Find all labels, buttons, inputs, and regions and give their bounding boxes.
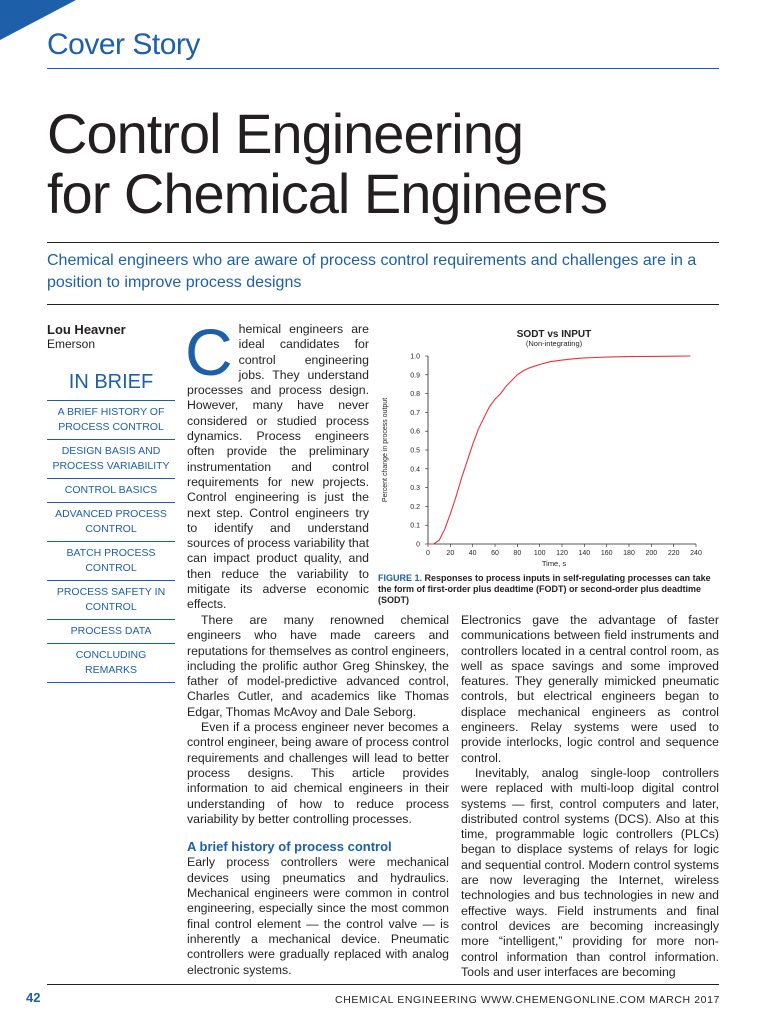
section-heading: A brief history of process control bbox=[187, 839, 392, 855]
body-column-2 bbox=[461, 613, 719, 980]
x-tick-label: 80 bbox=[513, 550, 522, 557]
in-brief-item[interactable]: CONTROL BASICS bbox=[47, 478, 175, 502]
y-tick-label: 0.2 bbox=[410, 503, 420, 511]
in-brief-item[interactable]: PROCESS DATA bbox=[47, 619, 175, 643]
figure-caption bbox=[378, 573, 720, 606]
body-paragraph: Inevitably, analog single-loop controllers were replaced with multi-loop digital control systems — first, control computers and later, distributed control systems (DCS). Also at this time, programmable logic controllers (PLCs) began to displace systems of relays for logic and sequential control. Modern control systems are now leveraging the Internet, wireless technologies and bus technologies in new and effective ways. Field instruments and final control devices are becoming increasingly more “intelligent,” providing for more non-control information than control information. Tools and user interfaces are becoming bbox=[461, 765, 719, 979]
y-tick-label: 0.4 bbox=[410, 466, 420, 474]
y-tick-label: 0.3 bbox=[410, 485, 420, 493]
drop-cap: C bbox=[185, 315, 233, 389]
in-brief-item[interactable]: ADVANCED PROCESS CONTROL bbox=[47, 502, 175, 541]
y-tick-label: 0.9 bbox=[410, 372, 420, 380]
x-tick-label: 40 bbox=[468, 550, 477, 557]
x-tick-label: 200 bbox=[645, 550, 658, 557]
x-tick-label: 180 bbox=[623, 550, 635, 557]
footer-rule bbox=[47, 984, 719, 985]
section-label: Cover Story bbox=[47, 28, 200, 61]
y-tick-label: 0.8 bbox=[410, 391, 420, 399]
in-brief-box bbox=[47, 371, 175, 683]
x-tick-label: 140 bbox=[578, 550, 591, 557]
in-brief-item[interactable]: BATCH PROCESS CONTROL bbox=[47, 541, 175, 580]
footer-publication: CHEMICAL ENGINEERING WWW.CHEMENGONLINE.COM MARCH 2017 bbox=[335, 994, 720, 1006]
page-number: 42 bbox=[26, 990, 41, 1005]
x-tick-label: 0 bbox=[426, 550, 430, 557]
in-brief-item[interactable]: A BRIEF HISTORY OF PROCESS CONTROL bbox=[47, 400, 175, 439]
y-axis-label: Percent change in process output bbox=[382, 397, 389, 503]
x-tick-label: 20 bbox=[446, 550, 455, 557]
x-tick-label: 100 bbox=[533, 550, 546, 557]
body-paragraph: Even if a process engineer never becomes a control engineer, being aware of process control requirements and challenges will lead to better process designs. This article provides information to aid chemical engineers in their understanding of how to reduce process variability by better controlling processes. bbox=[187, 720, 449, 826]
in-brief-item[interactable]: CONCLUDING REMARKS bbox=[47, 643, 175, 683]
y-tick-label: 0.6 bbox=[410, 428, 420, 436]
series-line bbox=[428, 356, 690, 544]
x-tick-label: 160 bbox=[600, 550, 613, 557]
deck-rule bbox=[47, 304, 719, 305]
x-axis-label: Time, s bbox=[541, 559, 567, 568]
title-line-1: Control Engineering bbox=[47, 102, 523, 165]
in-brief-title: IN BRIEF bbox=[68, 371, 154, 393]
x-tick-label: 120 bbox=[556, 550, 568, 557]
author-affiliation: Emerson bbox=[47, 337, 96, 351]
body-paragraph: Early process controllers were mechanical devices using pneumatics and hydraulics. Mechanical engineers were common in control engineering, especially since the most common final control element — the control valve — is inherently a mechanical device. Pneumatic controllers were gradually replaced with analog electronic systems. bbox=[187, 855, 449, 977]
article-deck: Chemical engineers who are aware of process control requirements and challenges are in a position to improve process designs bbox=[47, 252, 697, 291]
in-brief-item[interactable]: PROCESS SAFETY IN CONTROL bbox=[47, 580, 175, 619]
y-tick-label: 0.1 bbox=[410, 522, 420, 530]
x-tick-label: 240 bbox=[690, 550, 702, 557]
y-tick-label: 0.7 bbox=[410, 409, 420, 417]
in-brief-item[interactable]: DESIGN BASIS AND PROCESS VARIABILITY bbox=[47, 439, 175, 478]
body-paragraph: hemical engineers are ideal candidates for control engineering jobs. They understand processes and process design. However, many have never considered or studied process dynamics. Process engineers often provide the preliminary instrumentation and control requirements for new projects. Control engineering is just the next step. Control engineers try to identify and understand sources of process variability that can impact product quality, and then reduce the variability to mitigate its adverse economic effects. bbox=[187, 322, 369, 612]
y-tick-label: 1.0 bbox=[410, 353, 420, 361]
title-rule bbox=[47, 242, 719, 243]
x-tick-label: 220 bbox=[667, 550, 680, 557]
body-column-1 bbox=[185, 315, 369, 613]
body-column-1-lower bbox=[187, 613, 449, 978]
chart-title: SODT vs INPUT bbox=[516, 329, 592, 340]
body-paragraph: There are many renowned chemical engineers who have made careers and reputations for themselves as control engineers, including the prolific author Greg Shinskey, the father of model-predictive advanced control, Charles Cutler, and academics like Thomas Edgar, Thomas McAvoy and Dale Seborg. bbox=[187, 613, 449, 719]
figure-label: FIGURE 1. bbox=[378, 573, 423, 583]
x-tick-label: 60 bbox=[491, 550, 499, 557]
y-tick-label: 0 bbox=[416, 541, 420, 549]
header-rule bbox=[47, 68, 719, 69]
chart-subtitle: (Non-integrating) bbox=[525, 339, 583, 348]
figure-caption-text: Responses to process inputs in self-regulating processes can take the form of first-order plus deadtime (FODT) or second-order plus deadtime (SODT) bbox=[378, 573, 711, 605]
article-title bbox=[47, 104, 607, 224]
y-tick-label: 0.5 bbox=[410, 447, 420, 455]
sodt-chart bbox=[378, 322, 720, 574]
body-paragraph: Electronics gave the advantage of faster communications between field instruments and controllers located in a central control room, as well as space savings and some improved features. They generally mimicked pneumatic controls, but electrical engineers began to displace mechanical engineers as control engineers. Relay systems were used to provide interlocks, logic control and sequence control. bbox=[461, 613, 719, 765]
author-name: Lou Heavner bbox=[47, 322, 126, 337]
title-line-2: for Chemical Engineers bbox=[47, 162, 608, 225]
